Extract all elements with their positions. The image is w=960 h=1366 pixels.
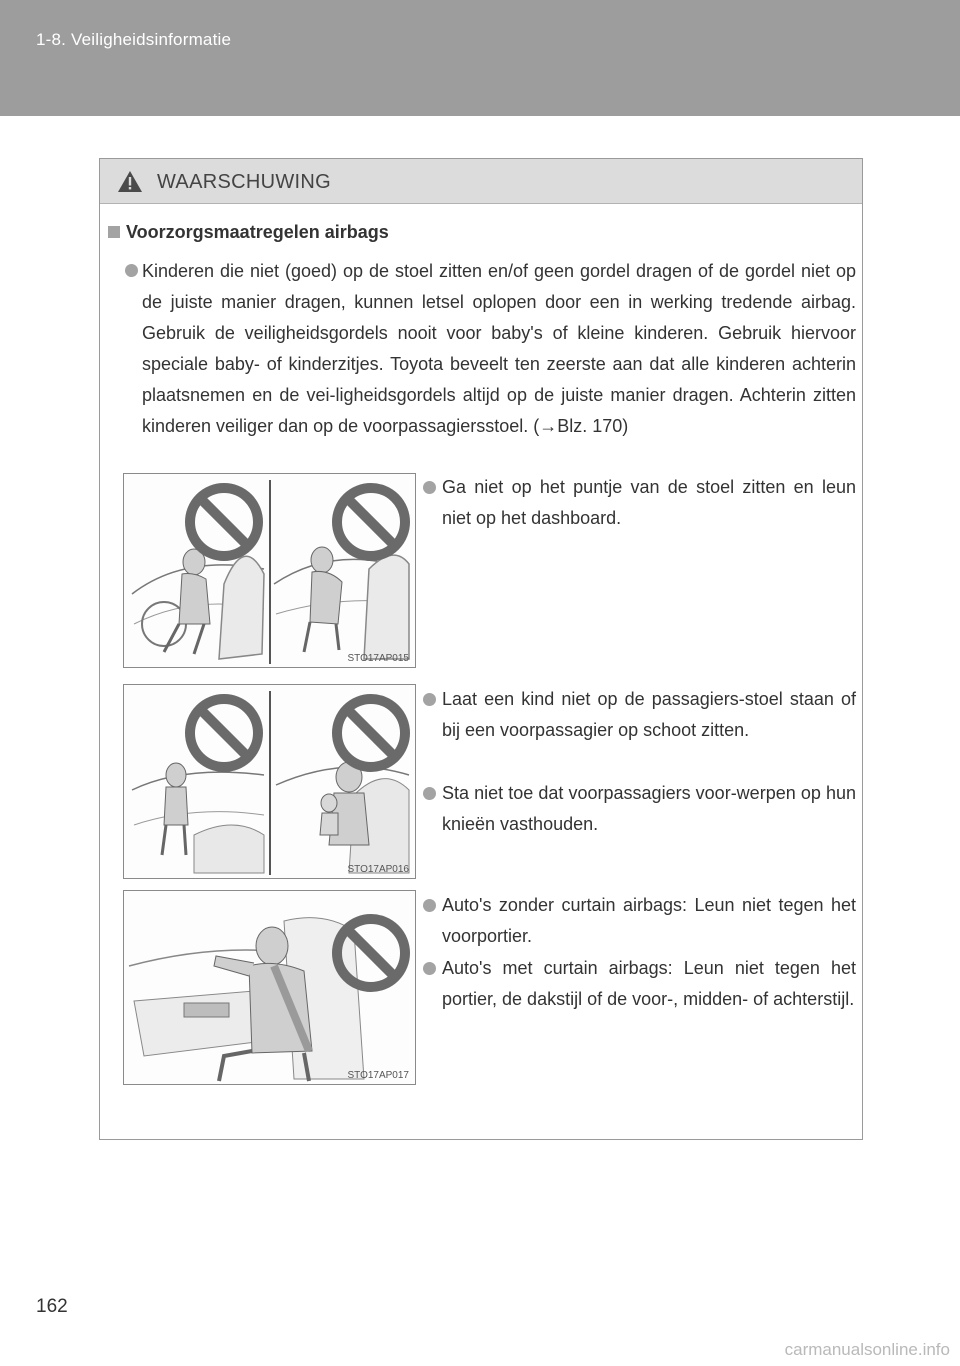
item-text: Auto's zonder curtain airbags: Leun niet tegen het voorportier.: [442, 895, 856, 946]
warning-title: WAARSCHUWING: [157, 171, 331, 193]
bullet-icon: [423, 787, 436, 800]
item-text: Auto's met curtain airbags: Leun niet tegen het portier, de dakstijl of de voor-, midden- of achterstijl.: [442, 958, 856, 1009]
warning-header: [100, 159, 862, 204]
figure-code: STO17AP016: [347, 864, 409, 875]
bullet-icon: [125, 264, 138, 277]
prohibition-icon: [190, 699, 258, 767]
item-text: Ga niet op het puntje van de stoel zitten en leun niet op het dashboard.: [442, 477, 856, 528]
prohibition-icon: [190, 488, 258, 556]
intro-paragraph: Kinderen die niet (goed) op de stoel zitten en/of geen gordel dragen of de gordel niet op de juiste manier dragen, kunnen letsel oplopen door een in werking tredende airbag. Gebruik de veiligheidsgordels nooit voor baby's of kleine kinderen. Gebruik hiervoor speciale baby- of kinderzitjes. Toyota beveelt ten zeerste aan dat alle kinderen achterin plaatsnemen en de vei-ligheidsgordels altijd op de juiste manier dragen. Achterin zitten kinderen veiliger dan op de voorpassagiersstoel. (→Blz. 170): [142, 261, 856, 436]
page-header: [0, 0, 960, 116]
item-text: Laat een kind niet op de passagiers-stoel staan of bij een voorpassagier op schoot zitten.: [442, 689, 856, 740]
page-number: 162: [36, 1296, 68, 1317]
illustration-lean-door: [123, 890, 416, 1085]
bullet-icon: [423, 481, 436, 494]
bullet-icon: [423, 962, 436, 975]
square-bullet-icon: [108, 226, 120, 238]
prohibition-icon: [337, 488, 405, 556]
bullet-icon: [423, 899, 436, 912]
warning-subheading: Voorzorgsmaatregelen airbags: [126, 222, 389, 242]
figure-code: STO17AP015: [347, 653, 409, 664]
illustration-child-passenger: [123, 684, 416, 879]
bullet-icon: [423, 693, 436, 706]
warning-box: [99, 158, 863, 1140]
section-title: 1-8. Veiligheidsinformatie: [36, 30, 232, 49]
illustration-lean-dashboard: [123, 473, 416, 668]
prohibition-icon: [337, 699, 405, 767]
warning-triangle-icon: [117, 170, 143, 193]
item-text: Sta niet toe dat voorpassagiers voor-werpen op hun knieën vasthouden.: [442, 783, 856, 834]
figure-code: STO17AP017: [347, 1070, 409, 1081]
watermark: carmanualsonline.info: [784, 1340, 950, 1359]
